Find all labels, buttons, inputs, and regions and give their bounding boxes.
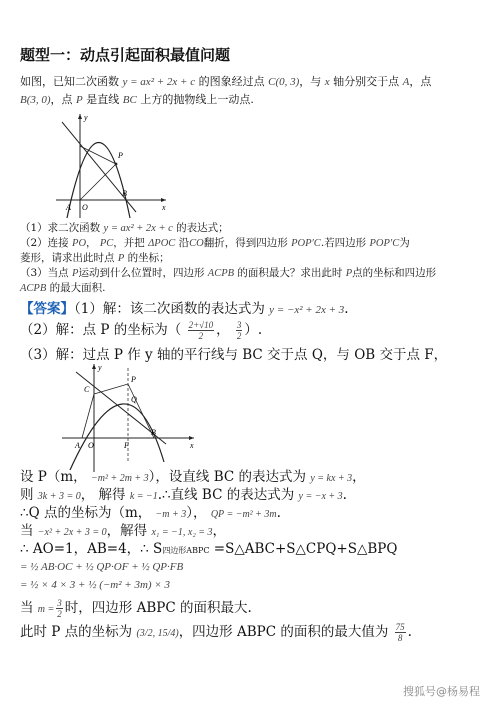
- solution-formula: QP = −m² + 3m: [210, 509, 277, 520]
- label-c: C: [84, 385, 90, 394]
- question-text: 菱形，请求出此时点: [20, 252, 115, 264]
- solution-text: ， 解得: [80, 487, 126, 503]
- x-var: x: [324, 76, 330, 88]
- question-text: （3）当点: [20, 267, 69, 279]
- solution-line-2: [20, 486, 347, 506]
- solution-text: ∴ AO=1，AB=4，∴ S: [20, 541, 163, 557]
- solution-text: 当: [20, 523, 34, 539]
- answer-text: （2）解：点 P 的坐标为（: [20, 322, 182, 338]
- intro-text: 的图象经过点: [198, 75, 265, 88]
- segment-cp: [94, 384, 128, 394]
- solution-formula: k = −1: [129, 491, 158, 502]
- fraction-numerator: 75: [395, 622, 405, 632]
- y-axis-arrow-icon: [92, 364, 96, 369]
- solution-formula: x₁ = −1, x₂ = 3: [151, 527, 213, 538]
- triangle-poc: ΔPOC: [148, 238, 176, 249]
- question-text: （2）连接: [20, 237, 69, 249]
- solution-text: ），设直线 BC 的表达式为: [148, 469, 307, 485]
- label-b: B: [122, 189, 127, 198]
- question-text: 点的坐标和四边形: [352, 267, 437, 279]
- fraction-x: [188, 320, 215, 341]
- answer-3: （3）解：过点 P 作 y 轴的平行线与 BC 交于点 Q，与 OB 交于点 F，: [20, 347, 448, 363]
- label-x: x: [190, 441, 194, 450]
- solution-text: 设 P（m，: [20, 469, 87, 485]
- point-c: C(0, 3): [268, 76, 300, 88]
- intro-text: 上方的抛物线上一动点.: [140, 93, 254, 106]
- question-1: [20, 221, 229, 236]
- label-a: A: [66, 203, 71, 212]
- solution-formula: m =: [37, 604, 55, 615]
- solution-text: ），: [186, 505, 207, 521]
- solution-text: 时，四边形 ABPC 的面积最大.: [64, 600, 252, 616]
- fraction-denominator: 2: [236, 331, 242, 341]
- label-x: x: [162, 203, 166, 212]
- solution-line-9: [20, 622, 412, 643]
- solution-formula: y = −x + 3: [298, 491, 343, 502]
- x-axis-arrow-icon: [189, 436, 194, 440]
- point-p-label: P: [76, 94, 83, 106]
- intro-text: 如图，已知二次函数: [20, 75, 119, 88]
- question-3-line-1: [20, 266, 436, 281]
- question-text: 运动到什么位置时，四边形: [78, 267, 205, 279]
- fraction-max-area: [395, 622, 406, 643]
- segment-po: PO: [72, 238, 87, 249]
- label-b: B: [151, 428, 156, 437]
- solution-text: ，: [352, 469, 366, 485]
- question-text: 沿: [178, 237, 190, 249]
- solution-line-5: [20, 540, 397, 560]
- fraction-y: [236, 320, 243, 341]
- solution-text: .∴直线 BC 的表达式为: [157, 487, 295, 503]
- question-text: （1）求二次函数: [20, 222, 101, 234]
- point-b: B(3, 0): [20, 94, 51, 106]
- quad-acpb: ACPB: [207, 268, 235, 279]
- question-text: ，并把: [113, 237, 145, 249]
- label-p: P: [131, 375, 136, 384]
- page-title: 题型一：动点引起面积最值问题: [20, 46, 231, 64]
- solution-text: .: [276, 505, 281, 521]
- intro-function: y = ax² + 2x + c: [122, 76, 196, 88]
- solution-text: ，: [212, 523, 227, 539]
- intro-text: ，点: [50, 93, 73, 106]
- solution-formula: y = kx + 3: [310, 473, 353, 484]
- problem-figure: [52, 112, 170, 220]
- solution-text: ∴Q 点的坐标为（m，: [20, 505, 152, 521]
- line-bc: BC: [122, 94, 137, 106]
- answer-formula: y = −x² + 2x + 3: [269, 304, 345, 316]
- segment-op: [80, 164, 116, 200]
- question-text: ，: [86, 237, 97, 249]
- intro-text: ，点: [409, 75, 432, 88]
- label-p: P: [118, 151, 123, 160]
- answer-tag: 【答案】: [20, 301, 74, 317]
- fraction-denominator: 2: [198, 331, 204, 341]
- solution-formula: (3/2, 15/4): [136, 628, 179, 639]
- solution-text: ，解得: [106, 523, 148, 539]
- solution-text: 此时 P 点的坐标为: [20, 624, 133, 640]
- label-q: Q: [131, 395, 137, 404]
- label-y: y: [98, 363, 102, 372]
- problem-line-1: [20, 74, 431, 90]
- quad-popc: POP′C: [291, 238, 321, 249]
- solution-text: .: [407, 624, 412, 640]
- line-bc: [62, 122, 136, 212]
- parabola-curve: [70, 404, 164, 470]
- quadratic-formula: y = ax² + 2x + c: [103, 223, 173, 234]
- label-o: O: [88, 441, 94, 450]
- solution-formula: −m + 3: [155, 509, 187, 520]
- answer-text: ）.: [244, 322, 263, 338]
- segment-pc: PC: [99, 238, 114, 249]
- point-a-label: A: [402, 76, 410, 88]
- question-text: 的最大面积.: [49, 282, 106, 294]
- point-p-label: P: [345, 268, 353, 279]
- label-a: A: [75, 441, 80, 450]
- y-axis-arrow-icon: [78, 114, 82, 119]
- solution-line-1: [20, 468, 366, 488]
- label-y: y: [84, 113, 88, 122]
- question-text: 的面积最大？求出此时: [237, 267, 343, 279]
- solution-text: 则: [20, 487, 34, 503]
- answer-text: .: [344, 301, 349, 317]
- fraction-m: [56, 598, 63, 619]
- intro-text: 轴分别交于点: [333, 75, 400, 88]
- question-text: 的坐标；: [127, 252, 170, 264]
- x-axis-arrow-icon: [161, 198, 166, 202]
- answer-2: [20, 320, 262, 341]
- fraction-denominator: 8: [397, 633, 403, 643]
- problem-line-2: [20, 92, 254, 108]
- solution-line-4: [20, 522, 226, 542]
- fraction-numerator: 3: [236, 320, 242, 330]
- label-f: F: [124, 441, 129, 450]
- solution-line-8: [20, 598, 252, 619]
- answer-text: ，: [216, 322, 230, 338]
- question-text: 的表达式；: [176, 222, 229, 234]
- point-p-dot: [115, 163, 118, 166]
- question-3-line-2: [20, 281, 105, 296]
- intro-text: ，与: [299, 75, 322, 88]
- quad-popc: POP′C: [369, 238, 400, 249]
- point-p-label: P: [72, 268, 79, 279]
- quad-acpb: ACPB: [20, 283, 47, 294]
- fraction-numerator: 2+√10: [188, 320, 214, 330]
- fraction-denominator: 2: [57, 609, 62, 619]
- segment-co: CO: [189, 238, 204, 249]
- solution-formula: −m² + 2m + 3: [90, 473, 149, 484]
- question-text: 翻折，得到四边形: [203, 237, 288, 249]
- point-p-label: P: [117, 253, 125, 264]
- solution-text: 当: [20, 600, 34, 616]
- answer-1: [20, 300, 349, 319]
- solution-text: ，四边形 ABPC 的面积的最大值为: [178, 624, 389, 640]
- question-2-line-2: [20, 251, 170, 266]
- solution-text: =S△ABC+S△CPQ+S△BPQ: [209, 541, 398, 557]
- fraction-numerator: 3: [57, 598, 62, 608]
- watermark: 搜狐号@杨易程: [403, 685, 480, 698]
- segment-ac: [82, 394, 94, 438]
- label-o: O: [82, 203, 88, 212]
- solution-formula: 3k + 3 = 0: [37, 491, 81, 502]
- intro-text: 是直线: [86, 93, 120, 106]
- solution-formula: −x² + 2x + 3 = 0: [37, 527, 107, 538]
- subscript-text: 四边形ABPC: [162, 546, 210, 555]
- solution-line-6: = ½ AB·OC + ½ QP·OF + ½ QP·FB: [20, 561, 184, 573]
- solution-text: .: [342, 487, 347, 503]
- question-text: 为: [399, 237, 410, 249]
- solution-line-3: [20, 504, 281, 524]
- solution-line-7: = ½ × 4 × 3 + ½ (−m² + 3m) × 3: [20, 579, 170, 591]
- question-2-line-1: [20, 236, 410, 251]
- solution-figure: [58, 362, 198, 474]
- answer-text: （1）解：该二次函数的表达式为: [74, 301, 265, 317]
- question-text: .若四边形: [320, 237, 367, 249]
